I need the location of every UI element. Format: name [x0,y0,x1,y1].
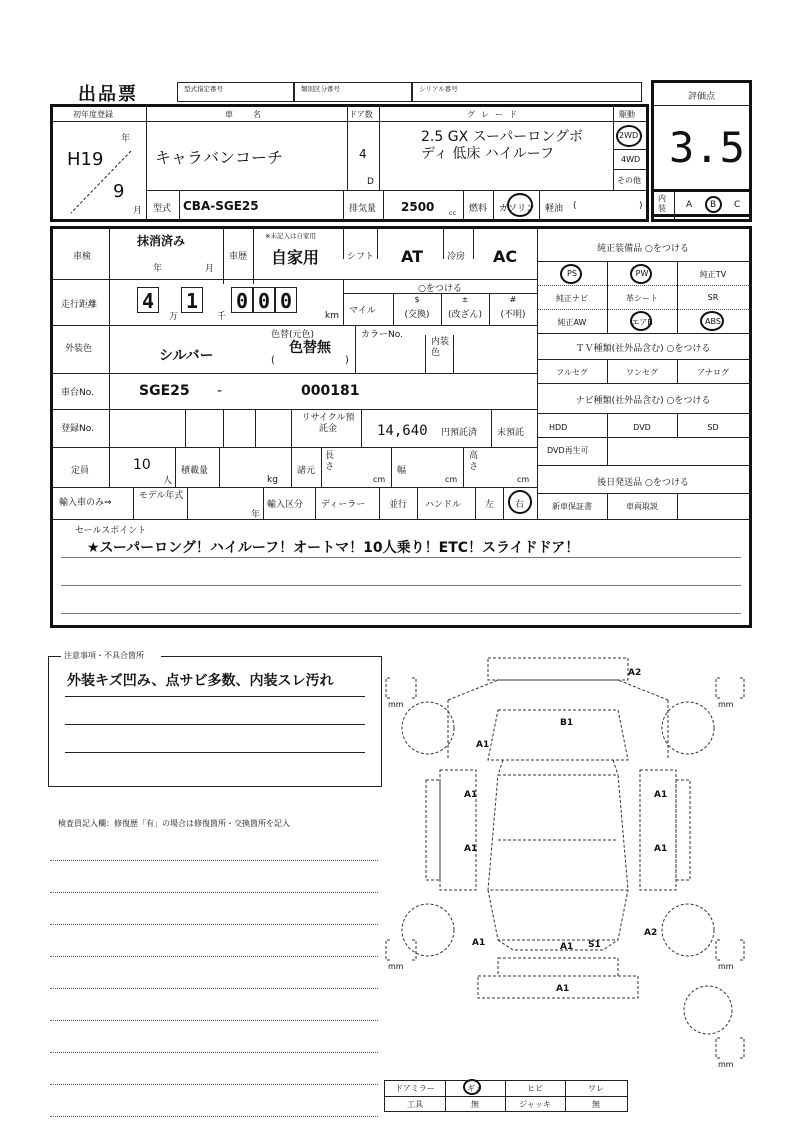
year-unit: 年 [121,134,131,144]
mileage-man: 万 [169,312,179,322]
month-unit: 月 [133,206,143,216]
handle-label: ハンドル [425,500,462,510]
capacity-value: 10 [133,457,151,473]
score-value: 3.5 [669,123,745,172]
equip-pw-circle [630,264,652,284]
interior-grade-box [651,189,752,222]
mileage-unit: km [325,311,339,321]
sales-label: セールスポイント [75,526,147,536]
tv-oneseg[interactable]: ワンセグ [626,368,658,377]
model-year-unit: 年 [251,510,261,520]
equip-airbag[interactable]: エアB [631,318,653,327]
interior-c[interactable]: C [734,200,741,210]
mileage-digit: 0 [253,287,275,313]
fuel-gasoline[interactable]: ガソリン [499,204,536,214]
history-note: ※未記入は自家用 [265,232,316,240]
navi-title: ナビ種類(社外品含む) ○をつける [575,396,711,406]
damage-mark: A2 [628,668,642,678]
shift-label: シフト [347,252,375,262]
mileage-sen: 千 [217,312,227,322]
import-parallel[interactable]: 並行 [389,500,408,510]
length-cm: cm [373,475,386,484]
history-value: 自家用 [271,248,320,267]
mile-tamper[interactable]: (改ざん) [447,310,483,320]
tools-value: 無 [471,1100,479,1109]
interior-b-circle [705,196,722,213]
later-warranty[interactable]: 新車保証書 [552,502,592,511]
drive-2wd[interactable]: 2WD [619,131,639,140]
recycle-not[interactable]: 未預託 [497,428,525,438]
first-reg-month: 9 [113,181,125,202]
first-reg-year: H19 [67,149,104,170]
load-label: 積載量 [181,466,209,476]
grade-value: 2.5 GX スーパーロングボディ 低床 ハイルーフ [421,129,583,162]
equip-ps[interactable]: PS [567,269,577,278]
notes-text: 外装キズ凹み、点サビ多数、内装スレ汚れ [67,673,334,689]
chassis-dash: - [217,383,223,399]
displacement-label: 排気量 [349,204,377,214]
mileage-digit: 0 [231,287,253,313]
later-title: 後日発送品 ○をつける [597,478,689,488]
equip-sr[interactable]: SR [707,293,719,302]
navi-hdd[interactable]: HDD [549,423,568,432]
handle-right[interactable]: 右 [515,500,525,510]
drive-label: 駆動 [619,110,635,119]
equip-airbag-circle [630,311,652,331]
displacement-value: 2500 [401,200,435,214]
navi-sd[interactable]: SD [707,423,719,432]
tv-fullseg[interactable]: フルセグ [556,368,588,377]
capacity-label: 定員 [71,466,90,476]
category-number-label: 類別区分番号 [301,85,340,93]
navi-dvd-play[interactable]: DVD再生可 [547,446,589,455]
type-number-box [177,82,294,102]
category-number-box [294,82,412,102]
date-slash [67,147,137,217]
vehicle-block [50,104,649,222]
equip-abs[interactable]: ABS [705,317,721,326]
shaken-year-unit: 年 [153,264,163,274]
chassis-prefix: SGE25 [139,383,190,399]
notes-label: 注意事項・不具合箇所 [64,651,144,660]
damage-mark: A1 [476,740,490,750]
model-value: CBA-SGE25 [183,199,259,213]
doors-suffix: D [367,177,374,187]
dims-label: 諸元 [297,466,316,476]
shift-value: AT [401,247,424,266]
fuel-paren-close: ) [639,201,643,211]
chassis-number: 000181 [301,383,360,399]
fuel-light-oil[interactable]: 軽油 [545,204,564,214]
fuel-gasoline-circle [507,193,533,217]
doors-value: 4 [359,147,367,161]
color-change-value: 色替無 [289,340,331,356]
width-cm: cm [445,475,458,484]
damage-mark: A1 [464,790,478,800]
height-cm: cm [517,475,530,484]
equip-tv[interactable]: 純正TV [699,270,727,279]
jack-label: ジャッキ [519,1100,551,1109]
drive-4wd[interactable]: 4WD [621,155,641,164]
interior-a[interactable]: A [686,200,693,210]
mileage-label: 走行距離 [61,300,98,310]
damage-mark: A2 [644,928,658,938]
fuel-label: 燃料 [469,204,488,214]
mm-label: mm [388,962,404,971]
damage-mark: A1 [560,942,574,952]
color-change-label: 色替(元色) [271,330,315,340]
height-label: 高さ [469,451,479,472]
door-mirror-value[interactable]: ギメ [467,1084,483,1093]
history-label: 車歴 [229,252,248,262]
model-year-label: モデル年式 [138,491,184,501]
capacity-unit: 人 [163,476,173,486]
import-label: 輸入車のみ⇒ [59,498,112,508]
score-label: 評価点 [687,92,715,102]
door-mirror-label: ドアミラー [395,1084,435,1093]
chassis-label: 車台No. [61,388,94,398]
mm-label: mm [388,700,404,709]
shaken-label: 車検 [73,252,92,262]
mile-label[interactable]: マイル [349,306,376,316]
damage-mark: A1 [464,844,478,854]
interior-b[interactable]: B [710,200,717,210]
tv-title: ＴＶ種類(社外品含む) ○をつける [575,344,711,354]
notes-box [48,656,382,787]
shaken-month-unit: 月 [205,264,215,274]
shaken-value: 抹消済み [137,234,186,248]
equip-pw[interactable]: PW [635,269,649,278]
tools-label: 工具 [407,1100,423,1109]
mileage-digit: 4 [137,287,159,313]
navi-dvd[interactable]: DVD [633,423,651,432]
equip-navi[interactable]: 純正ナビ [556,294,588,303]
recycle-unit[interactable]: 円預託済 [441,428,478,438]
handle-right-circle [508,490,532,514]
color-no-label: カラーNo. [361,330,403,340]
mm-label: mm [718,1060,734,1069]
recycle-label: リサイクル預託金 [301,413,355,434]
break-label[interactable]: ワレ [588,1084,604,1093]
equip-ps-circle [560,264,582,284]
mile-sym2: ± [461,295,469,304]
vehicle-name: キャラバンコーチ [155,148,284,167]
damage-mark: S1 [588,940,601,950]
load-kg: kg [267,475,278,485]
handle-left[interactable]: 左 [485,500,495,510]
doors-label: ドア数 [349,110,373,119]
door-mirror-circle [463,1079,481,1095]
equip-abs-circle [700,311,724,331]
grade-label: グレード [467,110,523,119]
equip-aw[interactable]: 純正AW [557,318,587,327]
color-label: 外装色 [65,344,93,354]
interior-color-label: 内装色 [431,337,450,358]
mile-sym1: $ [414,295,420,304]
length-label: 長さ [325,451,335,472]
recycle-value: 14,640 [377,423,428,439]
drive-other[interactable]: その他 [617,176,641,185]
damage-mark: A1 [556,984,570,994]
jack-value: 無 [592,1100,600,1109]
damage-mark: A1 [472,938,486,948]
equip-leather[interactable]: 革シート [626,294,658,303]
mile-exchange[interactable]: (交換) [404,310,430,320]
color-value: シルバー [159,348,214,364]
mileage-digit: 0 [275,287,297,313]
import-dealer[interactable]: ディーラー [321,500,366,510]
damage-mark: A1 [654,790,668,800]
serial-box [412,82,642,102]
type-number-label: 型式指定番号 [184,85,223,93]
ac-value: AC [493,247,518,266]
interior-label: 内装 [658,194,666,213]
mirror-tools-table [384,1080,628,1112]
car-diagram [378,640,758,1080]
import-div-label: 輸入区分 [267,500,304,510]
later-manual[interactable]: 車両取説 [626,502,658,511]
inspector-label: 検査員記入欄：修復歴「有」の場合は修復箇所・交換箇所を記入 [58,819,290,828]
mile-sym3: # [509,295,517,304]
reg-no-label: 登録No. [61,424,94,434]
first-reg-label: 初年度登録 [73,110,113,119]
sales-text: ★スーパーロング！ハイルーフ！オートマ！10人乗り！ETC！スライドドア！ [87,540,580,556]
serial-label: シリアル番号 [419,85,458,93]
model-label: 型式 [153,204,172,214]
mm-label: mm [718,962,734,971]
mm-label: mm [718,700,734,709]
displacement-unit: cc [449,209,457,217]
mileage-digit: 1 [181,287,203,313]
mile-unknown[interactable]: (不明) [500,310,526,320]
name-label: 車 名 [225,110,267,119]
form-title: 出品票 [78,84,138,105]
tv-analog[interactable]: アナログ [697,368,729,377]
mileage-circle-note: ○をつける [418,284,462,294]
car-outline [378,640,758,1080]
crack-label[interactable]: ヒビ [527,1084,543,1093]
drive-2wd-circle [616,125,642,147]
damage-mark: B1 [560,718,574,728]
damage-mark: A1 [654,844,668,854]
inspection-block: 車検 抹消済み 年 月 車歴 ※未記入は自家用 自家用 シフト AT 冷房 AC 走行距離 4 万 1 千 0 0 0 km ○をつける マイル $ (交換) ± (改ざん) # (不明) 外装色 シルバー 色替(元色) 色替無 ( ) カラーNo. 内装色 車台No. SGE25 - 000181 登録No. リサイクル預託金 14,640 円預託済 未預託 定員 10 人 積載量 kg 諸元 長さ cm 幅 cm 高さ cm 輸入車のみ⇒ モデル年式 年 輸入区分 ディーラー 並行 ハンドル 左 右 純正装備品 ○をつける PS PW 純正TV 純正ナビ 革シート SR 純正AW エアB ABS ＴＶ種類(社外品含む) ○をつける フルセグ ワンセグ アナログ ナビ種類(社外品含む) ○をつける HDD DVD SD DVD再生可 後日発送品 ○をつける 新車保証書 車両取説 セールスポイント ★スーパーロング！ハイルーフ！オートマ！10人乗り！ETC！スライドドア！ [50,226,752,628]
equipment-title: 純正装備品 ○をつける [597,244,689,254]
width-label: 幅 [397,466,407,476]
fuel-paren-open: ( [573,201,577,211]
ac-label: 冷房 [447,252,466,262]
